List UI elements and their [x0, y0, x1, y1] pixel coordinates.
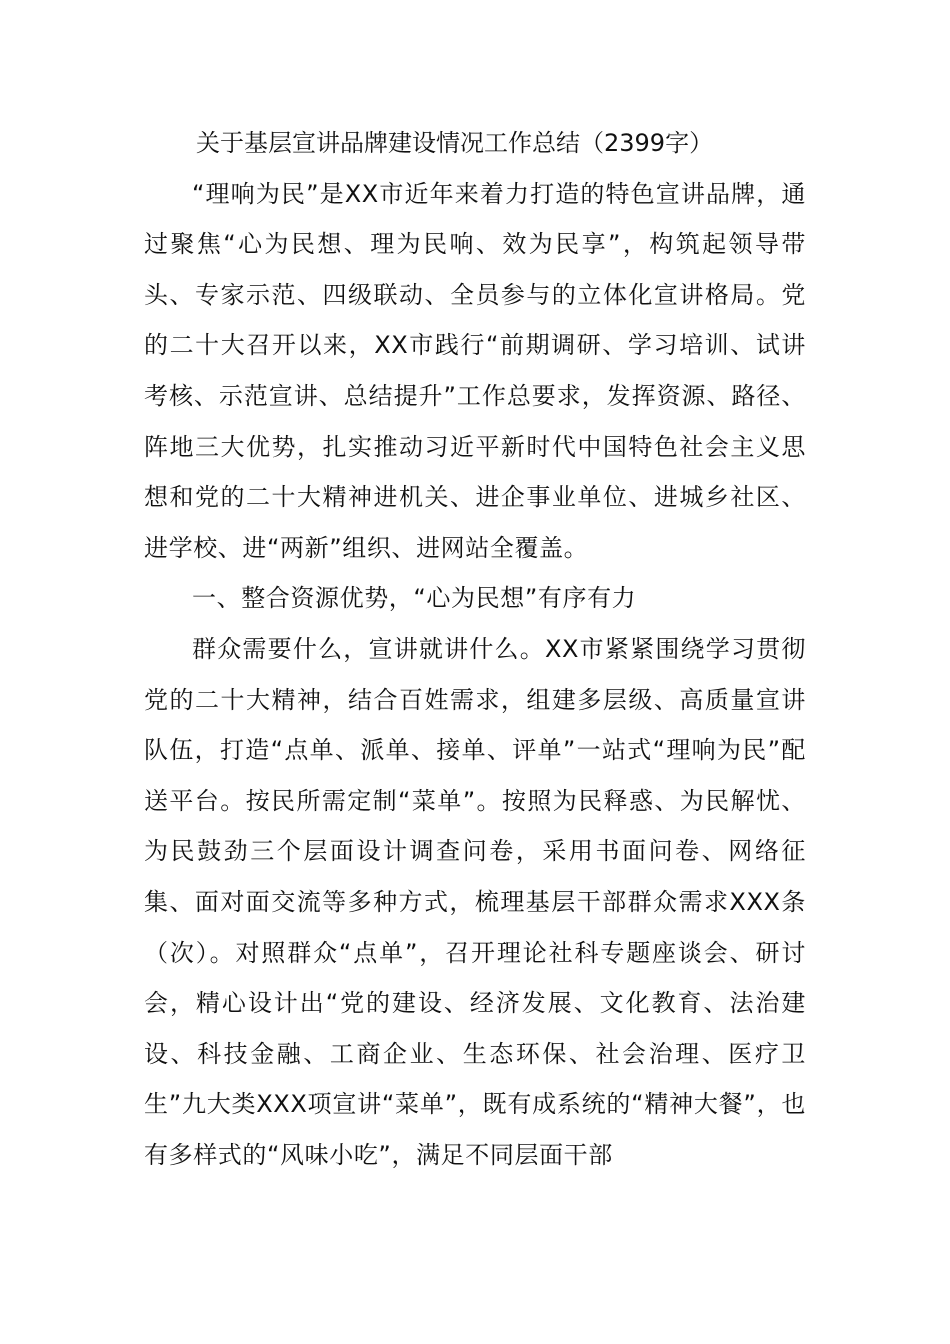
section-1-paragraph: 群众需要什么，宣讲就讲什么。XX市紧紧围绕学习贯彻党的二十大精神，结合百姓需求，组建多层级、高质量宣讲队伍，打造“点单、派单、接单、评单”一站式“理响为民”配送平台。按民所需定制“菜单”。按照为民释惑、为民解忧、为民鼓劲三个层面设计调查问卷，采用书面问卷、网络征集、面对面交流等多种方式，梳理基层干部群众需求XXX条（次）。对照群众“点单”，召开理论社科专题座谈会、研讨会，精心设计出“党的建设、经济发展、文化教育、法治建设、科技金融、工商企业、生态环保、社会治理、医疗卫生”九大类XXX项宣讲“菜单”，既有成系统的“精神大餐”，也有多样式的“风味小吃”，满足不同层面干部 — [144, 634, 806, 1169]
intro-paragraph: “理响为民”是XX市近年来着力打造的特色宣讲品牌，通过聚焦“心为民想、理为民响、效为民享”，构筑起领导带头、专家示范、四级联动、全员参与的立体化宣讲格局。党的二十大召开以来，XX市践行“前期调研、学习培训、试讲考核、示范宣讲、总结提升”工作总要求，发挥资源、路径、阵地三大优势，扎实推动习近平新时代中国特色社会主义思想和党的二十大精神进机关、进企事业单位、进城乡社区、进学校、进“两新”组织、进网站全覆盖。 — [144, 179, 806, 562]
section-heading-1: 一、整合资源优势，“心为民想”有序有力 — [192, 584, 637, 613]
document-title: 关于基层宣讲品牌建设情况工作总结（2399字） — [196, 129, 714, 157]
document-page — [144, 118, 806, 1180]
